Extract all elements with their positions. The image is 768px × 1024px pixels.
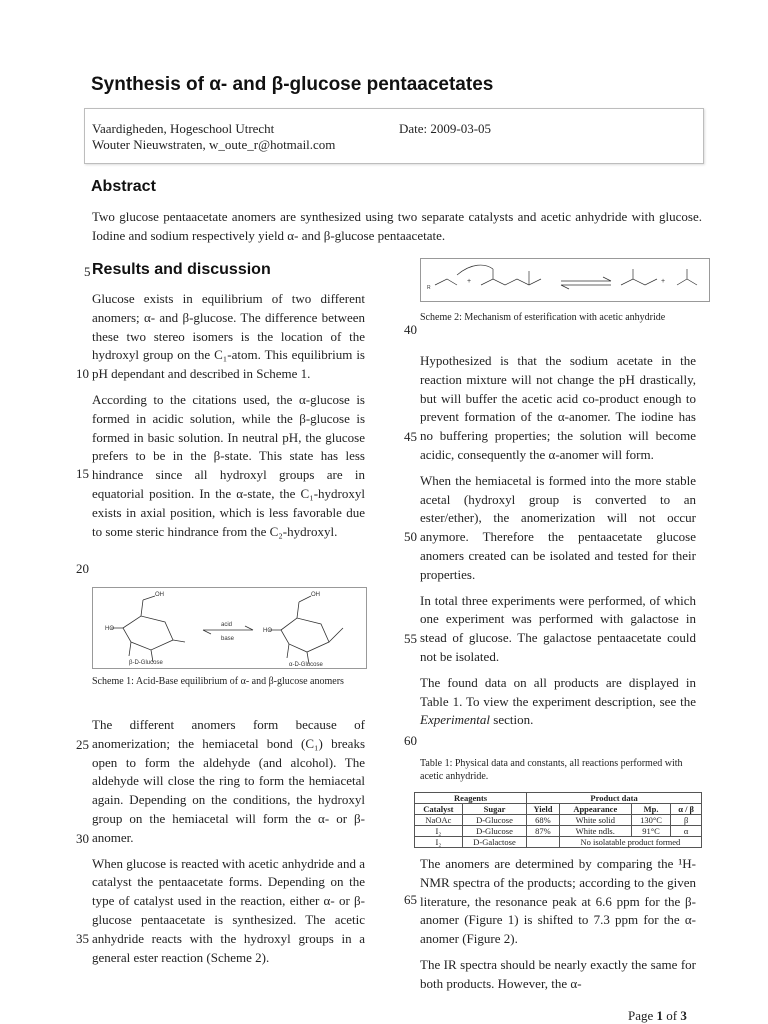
table-cell [527,837,560,848]
paragraph: Glucose exists in equilibrium of two different anomers; α- and β-glucose. The difference between these two stereo isomers is the location of the hydroxyl group on the C₁-atom. This equilibrium is pH dependant and described in Scheme 1. [92,291,365,382]
scheme1-arrow-bottom: base [221,636,235,642]
paragraph: The different anomers form because of anomerization; the hemiacetal bond (C₁) breaks open to form the aldehyde (and alcohol). The aldehyde will close the ring to form the hemiacetal again. Depending on the conditions, the hydroxyl group on the hemiacetal will form the α- or β-anomer. [92,717,365,845]
line-number: 50 [404,529,417,544]
svg-text:+: + [661,278,666,285]
line-number: 15 [76,466,89,481]
paragraph: When glucose is reacted with acetic anhydride and a catalyst the pentaacetate forms. Depending on the type of catalyst used in the reaction, either α- or β-glucose pentaacetate is synthesized. The acetic anhydride reacts with the hydroxyl groups in a general ester reaction (Scheme 2). [92,855,365,965]
author-date: Date: 2009-03-05 [399,121,492,136]
table-cell: D-Glucose [462,815,526,826]
svg-text:OH: OH [155,592,164,598]
table-cell: White ndls. [559,826,631,837]
left-column [92,290,365,548]
page-current: 1 [656,1008,664,1023]
table-header-row [415,804,702,815]
table-group-header: Product data [527,793,702,804]
paragraph: The IR spectra should be nearly exactly the same for both products. However, the α- [420,956,696,991]
paragraph: Hypothesized is that the sodium acetate in the reaction mixture will not change the pH drastically, but will buffer the acetic acid co-product enough to prevent formation of the α-anomer. The iodine has no buffering properties; the solution will become acidic, consequently the α-anomer will form. [420,353,696,462]
right-column-lower [420,855,696,1001]
experimental-ref: Experimental [420,712,491,728]
paragraph: According to the citations used, the α-glucose is formed in acidic solution, while the β-glucose is formed in basic solution. In neutral pH, the glucose prefers to be in the β-state. This state has less hindrance since all hydroxyl groups are in equatorial position. In the α-state, the C₁-hydroxyl exists in axial position, which is less favorable due to some steric hindrance from the C₂-hydroxyl. [92,391,365,539]
table-cell: No isolatable product formed [559,837,701,848]
table-group-header: Reagents [415,793,527,804]
line-number: 35 [76,931,89,946]
table-row [415,815,702,826]
scheme1-figure [92,587,367,669]
table-header: Yield [527,804,560,815]
table-header: α / β [671,804,702,815]
scheme1-label-right: α-D-Glucose [289,662,323,668]
page-indicator [628,1008,687,1024]
table-cell: D-Glucose [462,826,526,837]
page-mid: of [663,1008,681,1023]
scheme2-figure [420,258,710,302]
text-segment: The found data on all products are displayed in Table 1. To view the experiment description, see the [420,674,696,709]
line-number: 60 [404,733,417,748]
table-header: Catalyst [415,804,463,815]
scheme2-mechanism [421,259,709,301]
line-number: 5 [84,264,91,279]
paragraph: The anomers are determined by comparing the ¹H-NMR spectra of the products; according to the given literature, the resonance peak at 6.6 ppm for the β-anomer (Figure 1) is shifted to 7.3 ppm for the α-anomer (Figure 2). [420,856,696,947]
table-cell: I₂ [415,837,463,848]
table-cell: D-Galactose [462,837,526,848]
paragraph: When the hemiacetal is formed into the more stable acetal (hydroxyl group is converted to an ester/ether), the anomerization will not occur anymore. Therefore the pentaacetate glucose anomers created can be isolated and tested for their properties. [420,472,696,582]
table-cell: α [671,826,702,837]
paragraph: In total three experiments were performed, of which one experiment was performed with galactose in stead of glucose. The galactose pentaacetate could not be isolated. [420,592,696,664]
author-contact: Wouter Nieuwstraten, w_oute_r@hotmail.com [92,137,336,152]
scheme1-caption: Scheme 1: Acid-Base equilibrium of α- and β-glucose anomers [92,676,344,687]
table-cell: 130°C [631,815,670,826]
table-header: Sugar [462,804,526,815]
abstract-heading: Abstract [91,178,156,195]
abstract-text: Two glucose pentaacetate anomers are synthesized using two separate catalysts and acetic anhydride with glucose. Iodine and sodium respectively yield α- and β-glucose pentaacetate. [92,209,702,243]
table-cell: 87% [527,826,560,837]
svg-text:HO: HO [105,626,114,632]
table-cell: White solid [559,815,631,826]
results-heading: Results and discussion [92,261,271,278]
line-number: 20 [76,561,89,576]
line-number: 55 [404,631,417,646]
scheme2-caption: Scheme 2: Mechanism of esterification with acetic anhydride [420,312,666,323]
table-row [415,826,702,837]
table1-caption: Table 1: Physical data and constants, all reactions performed with acetic anhydride. [420,758,683,782]
table-cell: 68% [527,815,560,826]
table-cell: 91°C [631,826,670,837]
page-total: 3 [680,1008,687,1023]
table1 [414,792,702,848]
page-prefix: Page [628,1008,657,1023]
line-number: 30 [76,831,89,846]
table-row [415,837,702,848]
line-number: 25 [76,737,89,752]
svg-text:R: R [427,285,431,291]
table-cell: β [671,815,702,826]
paragraph [420,674,696,730]
line-number: 10 [76,366,89,381]
line-number: 40 [404,322,417,337]
right-column [420,352,696,737]
table-cell: NaOAc [415,815,463,826]
table-header: Appearance [559,804,631,815]
author-box [84,108,704,164]
left-column-lower [92,716,365,974]
line-number: 45 [404,429,417,444]
text-segment: section. [490,712,534,728]
table-header: Mp. [631,804,670,815]
table-header-group-row [415,793,702,804]
paper-title: Synthesis of α- and β-glucose pentaacetates [91,74,494,95]
svg-text:+: + [467,278,472,285]
author-affiliation: Vaardigheden, Hogeschool Utrecht [92,121,275,136]
line-number: 65 [404,892,417,907]
scheme1-label-left: β-D-Glucose [129,660,163,666]
table-cell: I₂ [415,826,463,837]
scheme1-structure [93,588,366,668]
scheme1-arrow-top: acid [221,622,233,628]
svg-text:HO: HO [263,628,272,634]
svg-text:OH: OH [311,592,320,598]
